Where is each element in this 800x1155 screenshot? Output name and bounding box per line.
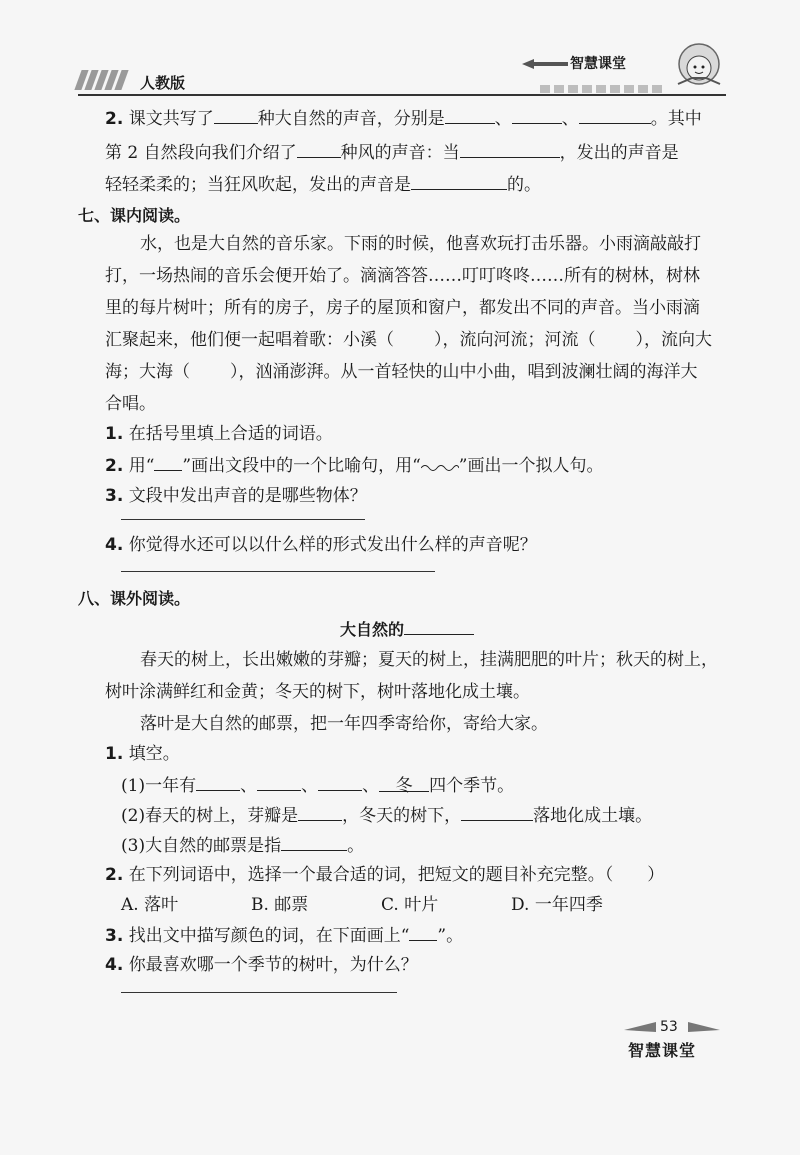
option-c[interactable]: C. 叶片	[381, 895, 439, 915]
answer-blank[interactable]	[461, 804, 533, 821]
q6-2-line3: 轻轻柔柔的；当狂风吹起，发出的声音是 的。	[105, 175, 541, 195]
answer-blank[interactable]	[214, 107, 258, 124]
answer-blank[interactable]	[297, 141, 341, 158]
title-blank[interactable]	[404, 618, 474, 635]
page-number: 53	[660, 1019, 678, 1035]
passage-line: 树叶涂满鲜红和金黄；冬天的树下，树叶落地化成土壤。	[105, 682, 530, 702]
answer-line[interactable]	[121, 571, 435, 572]
passage-line: 里的每片树叶；所有的房子，房子的屋顶和窗户，都发出不同的声音。当小雨滴	[105, 298, 700, 318]
footer-brand: 智慧课堂	[628, 1041, 697, 1060]
passage-line: 春天的树上，长出嫩嫩的芽瓣；夏天的树上，挂满肥肥的叶片；秋天的树上，	[140, 650, 718, 670]
sec7-question-3: 3. 文段中发出声音的是哪些物体？	[105, 486, 367, 506]
passage-line: 海；大海（ ），汹涌澎湃。从一首轻快的山中小曲，唱到波澜壮阔的海洋大	[105, 362, 698, 382]
section-8-heading: 八、课外阅读。	[78, 589, 191, 608]
sec7-question-1: 1. 在括号里填上合适的词语。	[105, 424, 333, 444]
section-7-heading: 七、课内阅读。	[78, 206, 191, 225]
sec7-question-2: 2. 用“ ”画出文段中的一个比喻句，用“ ”画出一个拟人句。	[105, 456, 604, 476]
edition-label: 人教版	[140, 74, 186, 92]
passage-line: 水，也是大自然的音乐家。下雨的时候，他喜欢玩打击乐器。小雨滴敲敲打	[140, 234, 701, 254]
sec8-question-2: 2. 在下列词语中，选择一个最合适的词，把短文的题目补充完整。（ ）	[105, 865, 665, 885]
header-stripes-decoration	[78, 70, 128, 94]
header-rule	[78, 94, 726, 96]
answer-blank[interactable]	[298, 804, 342, 821]
arrow-decoration-icon	[520, 58, 570, 70]
answer-blank[interactable]	[196, 774, 240, 791]
passage-line: 汇聚起来，他们便一起唱着歌：小溪（ ），流向河流；河流（ ），流向大	[105, 330, 712, 350]
sec8-q2-options	[121, 894, 631, 916]
answer-blank[interactable]	[281, 834, 347, 851]
passage-line: 落叶是大自然的邮票，把一年四季寄给你，寄给大家。	[140, 714, 548, 734]
sec8-question-4: 4. 你最喜欢哪一个季节的树叶，为什么？	[105, 955, 418, 975]
answer-line[interactable]	[121, 992, 397, 993]
sec8-question-3: 3. 找出文中描写颜色的词，在下面画上“ ”。	[105, 926, 464, 946]
sec8-q1-sub3: (3)大自然的邮票是指 。	[121, 836, 365, 856]
sec8-question-1: 1. 填空。	[105, 744, 180, 764]
answer-blank[interactable]	[460, 141, 560, 158]
article-title: 大自然的	[340, 617, 474, 640]
answer-blank[interactable]	[512, 107, 562, 124]
option-a[interactable]: A. 落叶	[121, 895, 179, 915]
answer-blank[interactable]	[445, 107, 495, 124]
brand-title: 智慧课堂	[570, 56, 626, 72]
q6-2-line1: 2. 课文共写了 种大自然的声音，分别是 、 、 。其中	[105, 109, 702, 129]
straight-underline-symbol	[409, 924, 437, 941]
wavy-underline-icon	[421, 462, 459, 472]
cartoon-kid-icon	[670, 40, 728, 92]
sec8-q1-sub2: (2)春天的树上，芽瓣是 ，冬天的树下， 落地化成土壤。	[121, 806, 653, 826]
answer-line[interactable]	[121, 519, 365, 520]
answer-blank[interactable]	[318, 774, 362, 791]
q6-2-line2: 第 2 自然段向我们介绍了 种风的声音：当 ，发出的声音是	[105, 143, 679, 163]
answer-blank[interactable]	[579, 107, 651, 124]
passage-line: 打，一场热闹的音乐会便开始了。滴滴答答……叮叮咚咚……所有的树林，树林	[105, 266, 700, 286]
filled-blank: 冬	[379, 775, 429, 792]
answer-blank[interactable]	[257, 774, 301, 791]
sec8-q1-sub1: (1)一年有 、 、 、 冬 四个季节。	[121, 776, 515, 796]
straight-underline-symbol	[154, 454, 182, 471]
answer-blank[interactable]	[411, 173, 507, 190]
passage-line: 合唱。	[105, 394, 156, 414]
sec7-question-4: 4. 你觉得水还可以以什么样的形式发出什么样的声音呢？	[105, 535, 537, 555]
option-d[interactable]: D. 一年四季	[511, 895, 603, 915]
option-b[interactable]: B. 邮票	[251, 895, 309, 915]
